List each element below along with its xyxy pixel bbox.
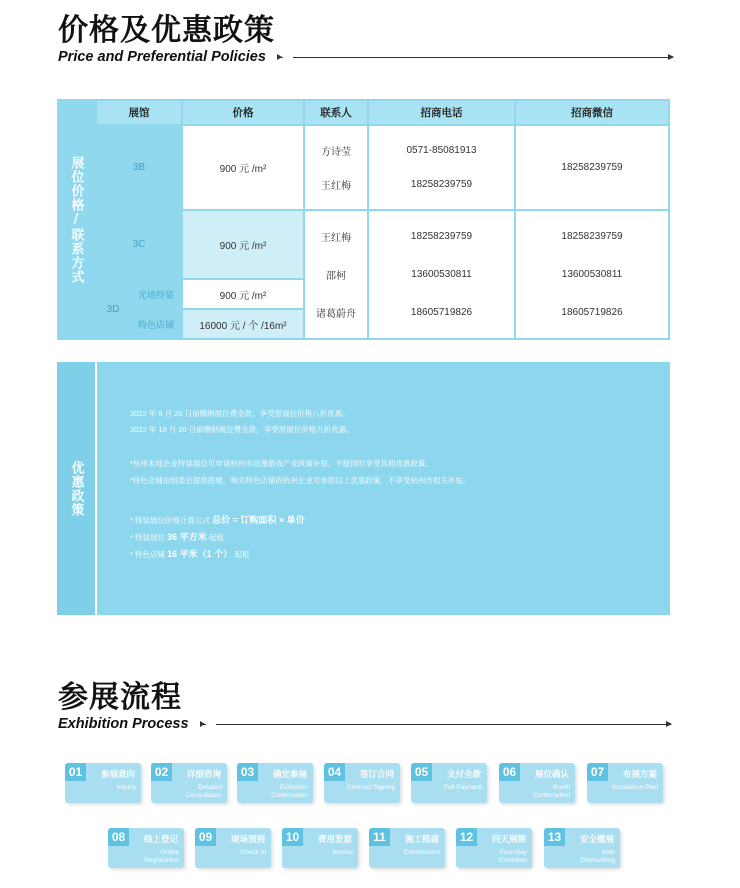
process-step-06 bbox=[499, 763, 575, 803]
hall-3c-3d-phones bbox=[369, 211, 514, 338]
process-step-03 bbox=[237, 763, 313, 803]
header-phone: 招商电话 bbox=[369, 101, 514, 124]
step-label-en: Safe Dismantling bbox=[581, 849, 615, 864]
step-label-cn: 展位确认 bbox=[534, 770, 569, 780]
policy-line-7-label: * 特色店铺 bbox=[130, 550, 166, 559]
process-section-subtitle-text: Exhibition Process bbox=[58, 716, 189, 732]
policy-side-text: 优惠政策 bbox=[68, 460, 84, 517]
step-label-cn: 参展意向 bbox=[100, 770, 135, 780]
hall-3b: 3B bbox=[132, 162, 146, 173]
step-label-en: Full Payment bbox=[444, 784, 482, 791]
policy-body bbox=[95, 362, 670, 615]
price-table-side-text: 展位价格/联系方式 bbox=[68, 155, 84, 284]
step-label-en: Exhibition Confirmation bbox=[271, 784, 308, 799]
hall-3c: 3C bbox=[132, 239, 146, 250]
process-section-header bbox=[58, 681, 671, 733]
process-section-subtitle bbox=[58, 715, 671, 733]
arrow-right-icon bbox=[293, 57, 673, 58]
policy-line-5-label: * 特装展位价格计算公式 bbox=[130, 516, 211, 525]
hall-3c-3d-wechats bbox=[516, 211, 668, 338]
policy-line-3: *杭州本地企业特装展位可申请杭州市动漫游戏产业政策补贴，不能同时享受其他优惠政策。 bbox=[130, 459, 433, 468]
hall-3b-contacts bbox=[305, 126, 367, 209]
policy-line-6-suffix: 起租 bbox=[208, 533, 224, 542]
process-step-05 bbox=[411, 763, 487, 803]
price-section-title: 价格及优惠政策 bbox=[58, 13, 275, 48]
contact-5: 诸葛蔚舟 bbox=[316, 309, 356, 321]
contact-2: 王红梅 bbox=[321, 180, 351, 192]
policy-line-6-label: * 特装展位 bbox=[130, 533, 166, 542]
policy-line-1: 2022 年 9 月 20 日前缴纳展位费全款，享受原展位价格八折优惠； bbox=[130, 409, 350, 418]
step-number: 07 bbox=[587, 763, 608, 781]
step-number: 04 bbox=[324, 763, 345, 781]
step-label-cn: 现场预到 bbox=[230, 835, 265, 845]
step-number: 01 bbox=[65, 763, 86, 781]
step-label-en: Installation Plan bbox=[612, 784, 658, 791]
policy-line-6-value: 36 平方米 bbox=[167, 532, 207, 542]
wechat-4: 13600530811 bbox=[561, 268, 623, 280]
step-label-cn: 四天展期 bbox=[491, 835, 526, 845]
step-label-en: Four-Day Exhibition bbox=[498, 849, 527, 864]
step-label-en: Detailed Consultation bbox=[185, 784, 222, 799]
step-number: 08 bbox=[108, 828, 129, 846]
step-label-cn: 支付全款 bbox=[446, 770, 481, 780]
price-table bbox=[57, 99, 670, 340]
process-section-title: 参展流程 bbox=[58, 680, 182, 715]
process-step-02 bbox=[151, 763, 227, 803]
policy-panel bbox=[57, 362, 670, 615]
phone-4: 13600530811 bbox=[411, 268, 472, 280]
process-step-01 bbox=[65, 763, 141, 803]
process-step-04 bbox=[324, 763, 400, 803]
contact-3: 王红梅 bbox=[321, 232, 351, 244]
process-step-08 bbox=[108, 828, 184, 868]
header-hall: 展馆 bbox=[97, 101, 181, 124]
step-label-en: Booth Confirmation bbox=[533, 784, 570, 799]
step-label-cn: 确定参展 bbox=[272, 770, 307, 780]
process-step-12 bbox=[456, 828, 532, 868]
step-number: 05 bbox=[411, 763, 432, 781]
price-section-subtitle bbox=[58, 48, 673, 66]
process-step-07 bbox=[587, 763, 663, 803]
phone-3: 18258239759 bbox=[410, 230, 473, 242]
wechat-3: 18258239759 bbox=[561, 230, 623, 242]
step-number: 12 bbox=[456, 828, 477, 846]
step-label-cn: 布展方案 bbox=[622, 770, 657, 780]
policy-line-2: 2022 年 10 月 20 日前缴纳展位费全款，享受原展位价格九折优惠。 bbox=[130, 425, 354, 434]
hall-3d: 3D bbox=[106, 303, 120, 315]
step-label-en: Check In bbox=[240, 849, 266, 856]
step-number: 11 bbox=[369, 828, 390, 846]
step-label-cn: 签订合同 bbox=[359, 770, 394, 780]
policy-line-7-suffix: 起租 bbox=[234, 550, 250, 559]
wechat-1: 18258239759 bbox=[516, 126, 668, 209]
arrow-left-icon bbox=[278, 57, 283, 58]
step-label-en: Invoice bbox=[332, 849, 353, 856]
step-label-cn: 费用发票 bbox=[317, 835, 352, 845]
step-number: 13 bbox=[544, 828, 565, 846]
process-step-11 bbox=[369, 828, 445, 868]
step-label-en: Contract Signing bbox=[346, 784, 395, 791]
policy-line-5-formula: 总价 = 订购面积 × 单价 bbox=[212, 515, 305, 525]
contact-1: 方诗莹 bbox=[321, 147, 351, 159]
contact-4: 邵柯 bbox=[326, 270, 346, 282]
step-number: 02 bbox=[151, 763, 172, 781]
arrow-left-icon bbox=[201, 724, 206, 725]
hall-3d-sub-2: 特色店铺 bbox=[137, 319, 174, 330]
step-number: 10 bbox=[282, 828, 303, 846]
phone-1: 0571-85081913 bbox=[406, 145, 477, 157]
hall-3c-price: 900 元 /m² bbox=[183, 211, 303, 278]
step-label-cn: 施工搭建 bbox=[404, 835, 439, 845]
step-label-cn: 线上登记 bbox=[143, 835, 178, 845]
step-label-en: Online Registration bbox=[144, 849, 179, 864]
hall-3c-3d-contacts bbox=[305, 211, 367, 338]
step-number: 09 bbox=[195, 828, 216, 846]
hall-3d-sub-2-price: 16000 元 / 个 /16m² bbox=[183, 310, 303, 338]
hall-3b-phones bbox=[369, 126, 514, 209]
phone-2: 18258239759 bbox=[410, 178, 473, 190]
policy-line-5 bbox=[130, 513, 305, 526]
policy-line-6 bbox=[130, 530, 224, 543]
wechat-5: 18605719826 bbox=[561, 307, 623, 319]
header-contact: 联系人 bbox=[305, 101, 367, 124]
header-price: 价格 bbox=[183, 101, 303, 124]
header-wechat: 招商微信 bbox=[516, 101, 668, 124]
process-step-09 bbox=[195, 828, 271, 868]
hall-3d-sub-1: 光地特装 bbox=[137, 289, 174, 300]
step-label-en: Inquiry bbox=[116, 784, 136, 791]
hall-3d-sub-1-price: 900 元 /m² bbox=[183, 280, 303, 308]
price-section-header bbox=[58, 14, 673, 66]
arrow-right-icon bbox=[216, 724, 671, 725]
step-number: 03 bbox=[237, 763, 258, 781]
price-section-subtitle-text: Price and Preferential Policies bbox=[58, 49, 266, 65]
process-step-10 bbox=[282, 828, 358, 868]
process-step-13 bbox=[544, 828, 620, 868]
policy-line-7-value: 16 平米（1 个） bbox=[167, 549, 233, 559]
policy-line-7 bbox=[130, 547, 249, 560]
price-table-side-label bbox=[57, 99, 95, 340]
policy-line-4: *特色店铺由组委会提供搭建，购买特色店铺的杭州企业可参照以上优惠政策，不享受杭州市相关补贴。 bbox=[130, 476, 471, 485]
step-label-en: Construction bbox=[403, 849, 440, 856]
phone-5: 18605719826 bbox=[410, 307, 473, 319]
policy-side-label bbox=[57, 362, 95, 615]
hall-3b-price: 900 元 /m² bbox=[183, 126, 303, 209]
step-number: 06 bbox=[499, 763, 520, 781]
step-label-cn: 安全撤展 bbox=[579, 835, 614, 845]
step-label-cn: 详细咨询 bbox=[186, 770, 221, 780]
